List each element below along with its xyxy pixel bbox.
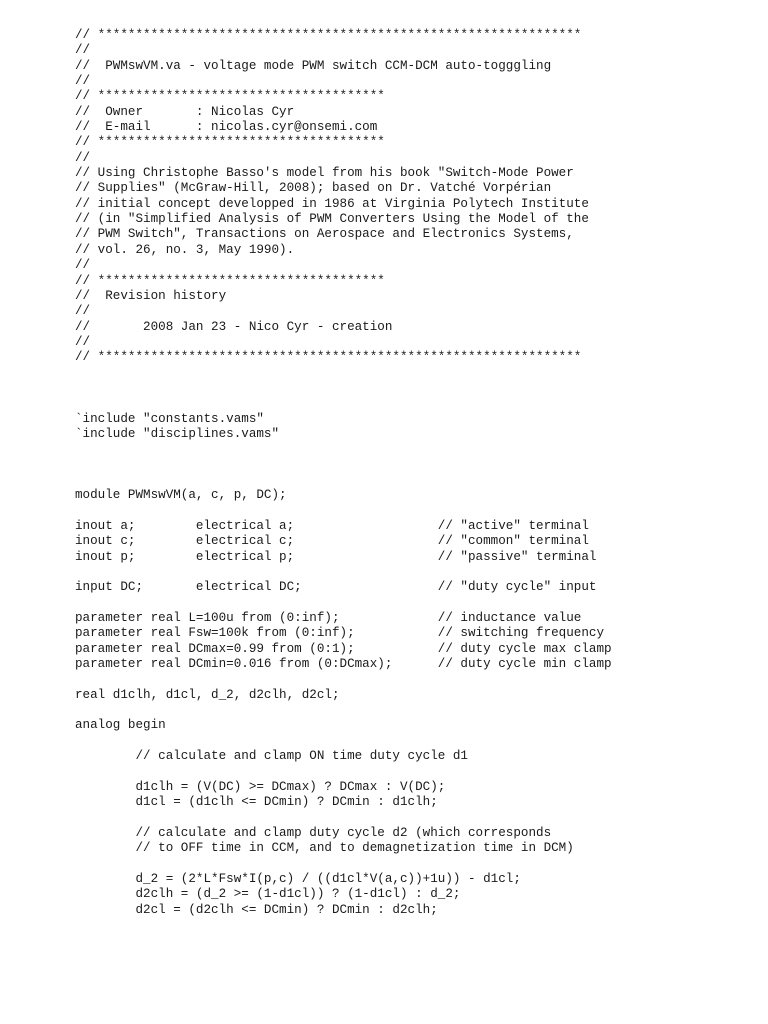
- code-line: [75, 672, 755, 687]
- code-line: module PWMswVM(a, c, p, DC);: [75, 488, 287, 503]
- code-line: d2cl = (d2clh <= DCmin) ? DCmin : d2clh;: [75, 902, 438, 917]
- code-line: // Supplies" (McGraw-Hill, 2008); based on Dr. Vatché Vorpérian: [75, 181, 552, 196]
- code-line: //: [75, 334, 91, 349]
- code-line: // E-mail : nicolas.cyr@onsemi.com: [75, 120, 378, 135]
- code-line: // ****************************************************************: [75, 28, 582, 42]
- code-line: //: [75, 258, 91, 273]
- code-line: // **************************************: [75, 273, 385, 288]
- code-line: // (in "Simplified Analysis of PWM Converters Using the Model of the: [75, 212, 589, 227]
- code-line: parameter real L=100u from (0:inf); // inductance value: [75, 611, 582, 626]
- code-line: // **************************************: [75, 135, 385, 150]
- code-line: [75, 703, 755, 718]
- code-line: //: [75, 150, 91, 165]
- code-line: // Revision history: [75, 288, 227, 303]
- code-line: parameter real DCmax=0.99 from (0:1); // duty cycle max clamp: [75, 641, 612, 656]
- code-line: parameter real Fsw=100k from (0:inf); // switching frequency: [75, 626, 605, 641]
- code-line: input DC; electrical DC; // "duty cycle" input: [75, 580, 597, 595]
- code-line: // vol. 26, no. 3, May 1990).: [75, 242, 295, 257]
- code-line: [75, 396, 755, 411]
- code-line: //: [75, 74, 91, 89]
- code-line: [75, 857, 755, 872]
- code-line: inout c; electrical c; // "common" terminal: [75, 534, 589, 549]
- code-line: // calculate and clamp ON time duty cycle d1: [75, 749, 468, 764]
- code-line: // 2008 Jan 23 - Nico Cyr - creation: [75, 319, 393, 334]
- code-line: [75, 442, 755, 457]
- code-line: // Using Christophe Basso's model from his book "Switch-Mode Power: [75, 166, 574, 181]
- code-line: inout a; electrical a; // "active" terminal: [75, 519, 589, 533]
- code-line: // **************************************: [75, 89, 385, 104]
- code-line: [75, 504, 755, 519]
- code-line: [75, 473, 755, 488]
- code-line: parameter real DCmin=0.016 from (0:DCmax); // duty cycle min clamp: [75, 657, 612, 672]
- code-line: [75, 381, 755, 396]
- code-line: [75, 734, 755, 749]
- code-line: [75, 811, 755, 826]
- code-line: [75, 565, 755, 580]
- code-line: // calculate and clamp duty cycle d2 (which corresponds: [75, 825, 552, 840]
- code-line: inout p; electrical p; // "passive" terminal: [75, 549, 597, 564]
- code-line: //: [75, 43, 91, 58]
- verilog-a-source-listing: [75, 28, 755, 918]
- code-line: // PWMswVM.va - voltage mode PWM switch CCM-DCM auto-togggling: [75, 58, 552, 73]
- code-line: d1cl = (d1clh <= DCmin) ? DCmin : d1clh;: [75, 795, 438, 810]
- code-line: // PWM Switch", Transactions on Aerospace and Electronics Systems,: [75, 227, 574, 242]
- code-line: // Owner : Nicolas Cyr: [75, 104, 295, 119]
- code-line: d1clh = (V(DC) >= DCmax) ? DCmax : V(DC);: [75, 779, 446, 794]
- code-line: [75, 366, 755, 381]
- code-line: d2clh = (d_2 >= (1-d1cl)) ? (1-d1cl) : d_2;: [75, 887, 461, 902]
- code-line: // to OFF time in CCM, and to demagnetization time in DCM): [75, 841, 574, 856]
- code-line: // ****************************************************************: [75, 350, 582, 365]
- code-line: analog begin: [75, 718, 166, 733]
- code-line: // initial concept developped in 1986 at Virginia Polytech Institute: [75, 196, 589, 211]
- code-line: [75, 765, 755, 780]
- code-line: [75, 596, 755, 611]
- code-line: //: [75, 304, 91, 319]
- code-line: `include "constants.vams": [75, 411, 264, 426]
- code-line: `include "disciplines.vams": [75, 426, 280, 441]
- code-line: real d1clh, d1cl, d_2, d2clh, d2cl;: [75, 687, 340, 702]
- code-line: d_2 = (2*L*Fsw*I(p,c) / ((d1cl*V(a,c))+1u)) - d1cl;: [75, 871, 521, 886]
- code-line: [75, 458, 755, 473]
